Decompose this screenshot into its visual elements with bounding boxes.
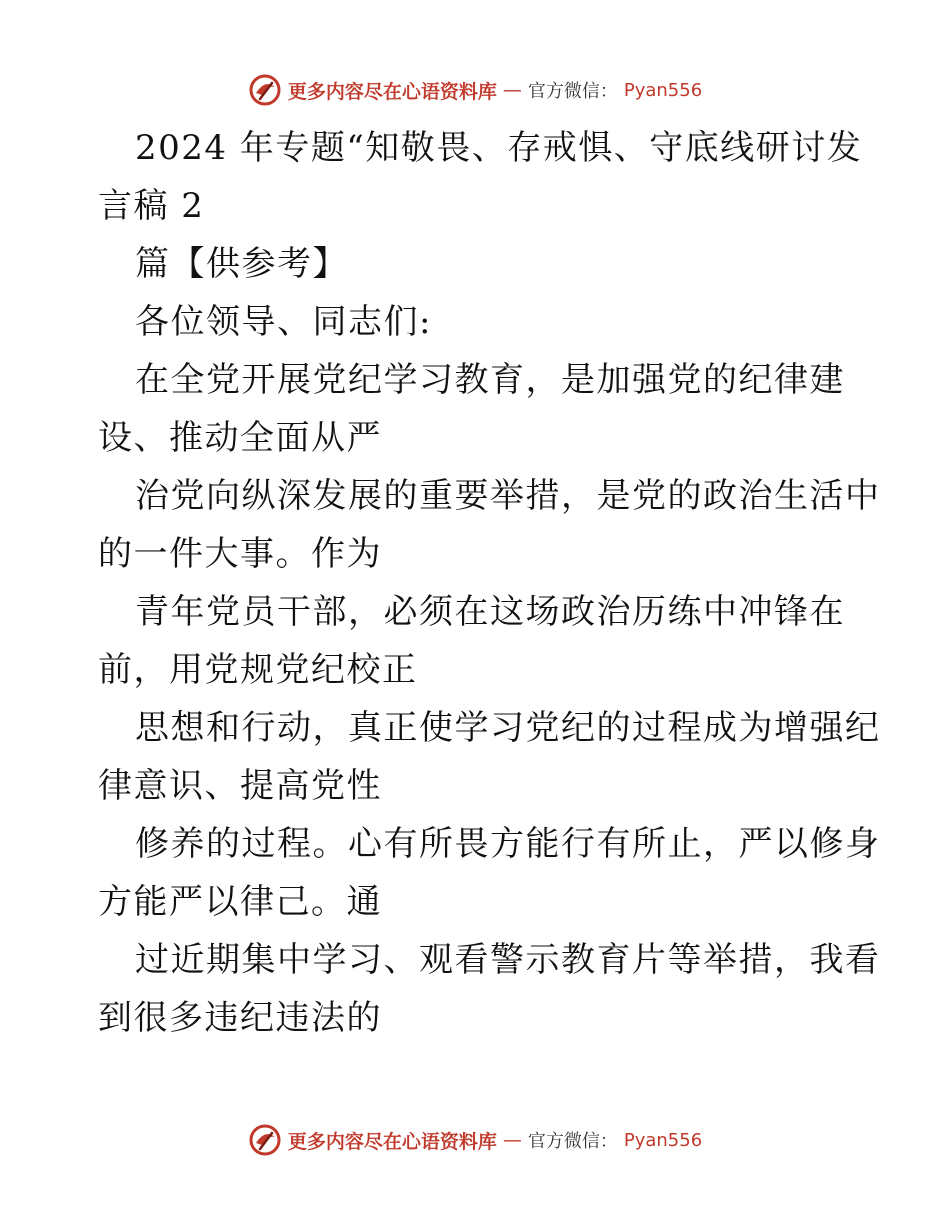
paragraph-line: 思想和行动，真正使学习党纪的过程成为增强纪 xyxy=(135,708,881,748)
watermark-wechat-id: Pyan556 xyxy=(623,79,703,101)
title-line-1: 2024 年专题“知敬畏、存戒惧、守底线研讨发 xyxy=(135,128,863,168)
title-line-3: 篇【供参考】 xyxy=(135,244,348,284)
logo-swirl-icon xyxy=(248,73,282,107)
watermark-main-text: 更多内容尽在心语资料库 xyxy=(287,80,497,103)
watermark-separator: — xyxy=(502,79,522,101)
paragraph-line: 的一件大事。作为 xyxy=(98,534,382,574)
paragraph-line: 修养的过程。心有所畏方能行有所止，严以修身 xyxy=(135,824,881,864)
logo-swirl-icon xyxy=(248,1123,282,1157)
watermark-wechat-label: 官方微信： xyxy=(527,1131,618,1152)
paragraph-line: 青年党员干部，必须在这场政治历练中冲锋在 xyxy=(135,592,845,632)
paragraph-line: 在全党开展党纪学习教育，是加强党的纪律建 xyxy=(135,360,845,400)
paragraph-line: 设、推动全面从严 xyxy=(98,418,382,458)
title-line-2: 言稿 2 xyxy=(98,186,205,226)
paragraph-line: 方能严以律己。通 xyxy=(98,882,382,922)
watermark-wechat-label: 官方微信： xyxy=(527,81,618,102)
salutation: 各位领导、同志们: xyxy=(135,302,432,342)
watermark-main-text: 更多内容尽在心语资料库 xyxy=(287,1130,497,1153)
paragraph-line: 前，用党规党纪校正 xyxy=(98,650,418,690)
footer-watermark xyxy=(0,1120,950,1160)
watermark-wechat-id: Pyan556 xyxy=(623,1129,703,1151)
watermark-separator: — xyxy=(502,1129,522,1151)
paragraph-line: 过近期集中学习、观看警示教育片等举措，我看 xyxy=(135,940,881,980)
paragraph-line: 治党向纵深发展的重要举措，是党的政治生活中 xyxy=(135,476,881,516)
paragraph-line: 到很多违纪违法的 xyxy=(98,998,382,1038)
paragraph-line: 律意识、提高党性 xyxy=(98,766,382,806)
header-watermark xyxy=(0,70,950,110)
